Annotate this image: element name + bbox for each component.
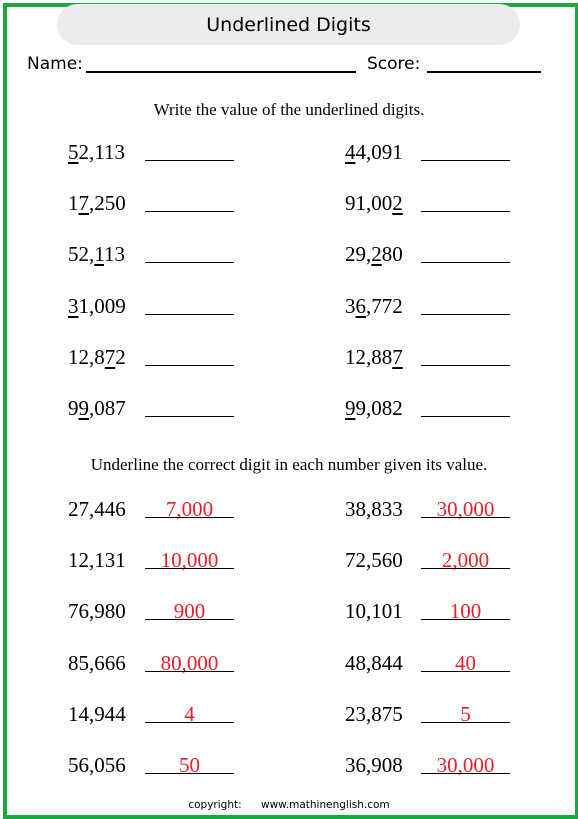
answer-blank[interactable]	[145, 262, 234, 263]
problem-number	[345, 396, 403, 421]
answer-blank[interactable]	[421, 262, 510, 263]
footer	[0, 799, 578, 811]
answer-blank	[421, 568, 510, 569]
answer-blank	[145, 671, 234, 672]
problem-number[interactable]: 10,101	[345, 599, 403, 624]
problem-number	[345, 242, 403, 267]
problem-number	[68, 396, 126, 421]
problem-number	[345, 294, 403, 319]
digit-value: 30,000	[436, 497, 495, 521]
problem-number	[68, 294, 126, 319]
problem-number[interactable]: 27,446	[68, 497, 126, 521]
problem-number[interactable]: 38,833	[345, 497, 403, 521]
number-part: 12,88	[345, 344, 393, 369]
answer-blank	[421, 773, 510, 774]
name-label: Name:	[27, 54, 83, 74]
problem-number	[345, 140, 403, 165]
digit-value: 80,000	[160, 650, 219, 675]
number-part: 1	[68, 191, 79, 216]
section2-instruction: Underline the correct digit in each number given its value.	[90, 455, 488, 474]
digit-value: 5	[460, 701, 471, 726]
underlined-digit: 9	[345, 396, 356, 420]
website-link[interactable]: www.mathinenglish.com	[260, 799, 390, 811]
name-line[interactable]	[86, 71, 356, 73]
number-part: ,250	[89, 191, 126, 216]
number-part: 3	[345, 293, 356, 318]
digit-value: 4	[184, 701, 195, 726]
answer-blank[interactable]	[145, 365, 234, 366]
number-part: 2	[115, 344, 126, 369]
answer-blank	[145, 517, 234, 518]
answer-blank	[421, 671, 510, 672]
answer-blank[interactable]	[421, 314, 510, 315]
underlined-digit: 9	[78, 396, 89, 420]
problem-number[interactable]: 76,980	[68, 599, 126, 624]
problem-number	[68, 191, 126, 216]
number-part: ,772	[366, 293, 403, 318]
problem-number[interactable]: 36,908	[345, 753, 403, 777]
copyright-label: copyright:	[188, 799, 242, 811]
underlined-digit: 7	[78, 191, 89, 216]
number-part: 80	[381, 242, 403, 267]
answer-blank	[145, 722, 234, 723]
score-line[interactable]	[427, 71, 541, 73]
problem-number[interactable]: 48,844	[345, 650, 403, 675]
number-part: 9,082	[355, 396, 403, 420]
digit-value: 10,000	[160, 548, 219, 573]
underlined-digit: 4	[345, 140, 356, 164]
digit-value: 7,000	[165, 497, 214, 521]
answer-blank[interactable]	[421, 416, 510, 417]
underlined-digit: 3	[68, 293, 79, 318]
underlined-digit: 7	[392, 344, 403, 369]
number-part: 1,009	[78, 293, 126, 318]
problem-number	[68, 140, 125, 165]
answer-blank	[145, 773, 234, 774]
number-part: 13	[103, 242, 125, 267]
answer-blank	[421, 722, 510, 723]
number-part: 4,091	[355, 140, 403, 164]
digit-value: 30,000	[436, 753, 495, 777]
digit-value: 100	[449, 599, 482, 624]
problem-number	[345, 191, 403, 216]
problem-number[interactable]: 85,666	[68, 650, 126, 675]
problem-number[interactable]: 14,944	[68, 701, 126, 726]
answer-blank[interactable]	[145, 314, 234, 315]
problem-number	[345, 345, 403, 370]
digit-value: 40	[455, 650, 476, 675]
answer-blank	[145, 568, 234, 569]
underlined-digit: 7	[104, 344, 116, 369]
underlined-digit: 2	[371, 242, 382, 267]
answer-blank[interactable]	[145, 416, 234, 417]
problem-number[interactable]: 56,056	[68, 753, 126, 777]
score-label: Score:	[367, 54, 421, 74]
number-part: 12,8	[68, 344, 105, 369]
digit-value: 50	[179, 753, 200, 777]
number-part: 2,113	[78, 140, 125, 164]
digit-value: 900	[173, 599, 206, 624]
answer-blank	[421, 517, 510, 518]
answer-blank[interactable]	[145, 160, 234, 161]
problem-number[interactable]: 23,875	[345, 701, 403, 726]
answer-blank[interactable]	[145, 211, 234, 212]
section1-instruction: Write the value of the underlined digits.	[153, 100, 425, 119]
underlined-digit: 2	[392, 191, 403, 216]
problem-number	[68, 242, 125, 267]
underlined-digit: 5	[68, 140, 79, 164]
number-part: 29,	[345, 242, 372, 267]
number-part: 9	[68, 396, 79, 420]
number-part: 52,	[68, 242, 95, 267]
answer-blank[interactable]	[421, 365, 510, 366]
worksheet-title: Underlined Digits	[57, 4, 520, 45]
answer-blank[interactable]	[421, 160, 510, 161]
digit-value: 2,000	[441, 548, 490, 573]
problem-number[interactable]: 72,560	[345, 548, 403, 573]
number-part: ,087	[89, 396, 126, 420]
answer-blank	[421, 619, 510, 620]
answer-blank	[145, 619, 234, 620]
underlined-digit: 1	[94, 242, 104, 267]
problem-number	[68, 345, 126, 370]
problem-number[interactable]: 12,131	[68, 548, 126, 573]
number-part: 91,00	[345, 191, 393, 216]
underlined-digit: 6	[355, 293, 366, 318]
answer-blank[interactable]	[421, 211, 510, 212]
